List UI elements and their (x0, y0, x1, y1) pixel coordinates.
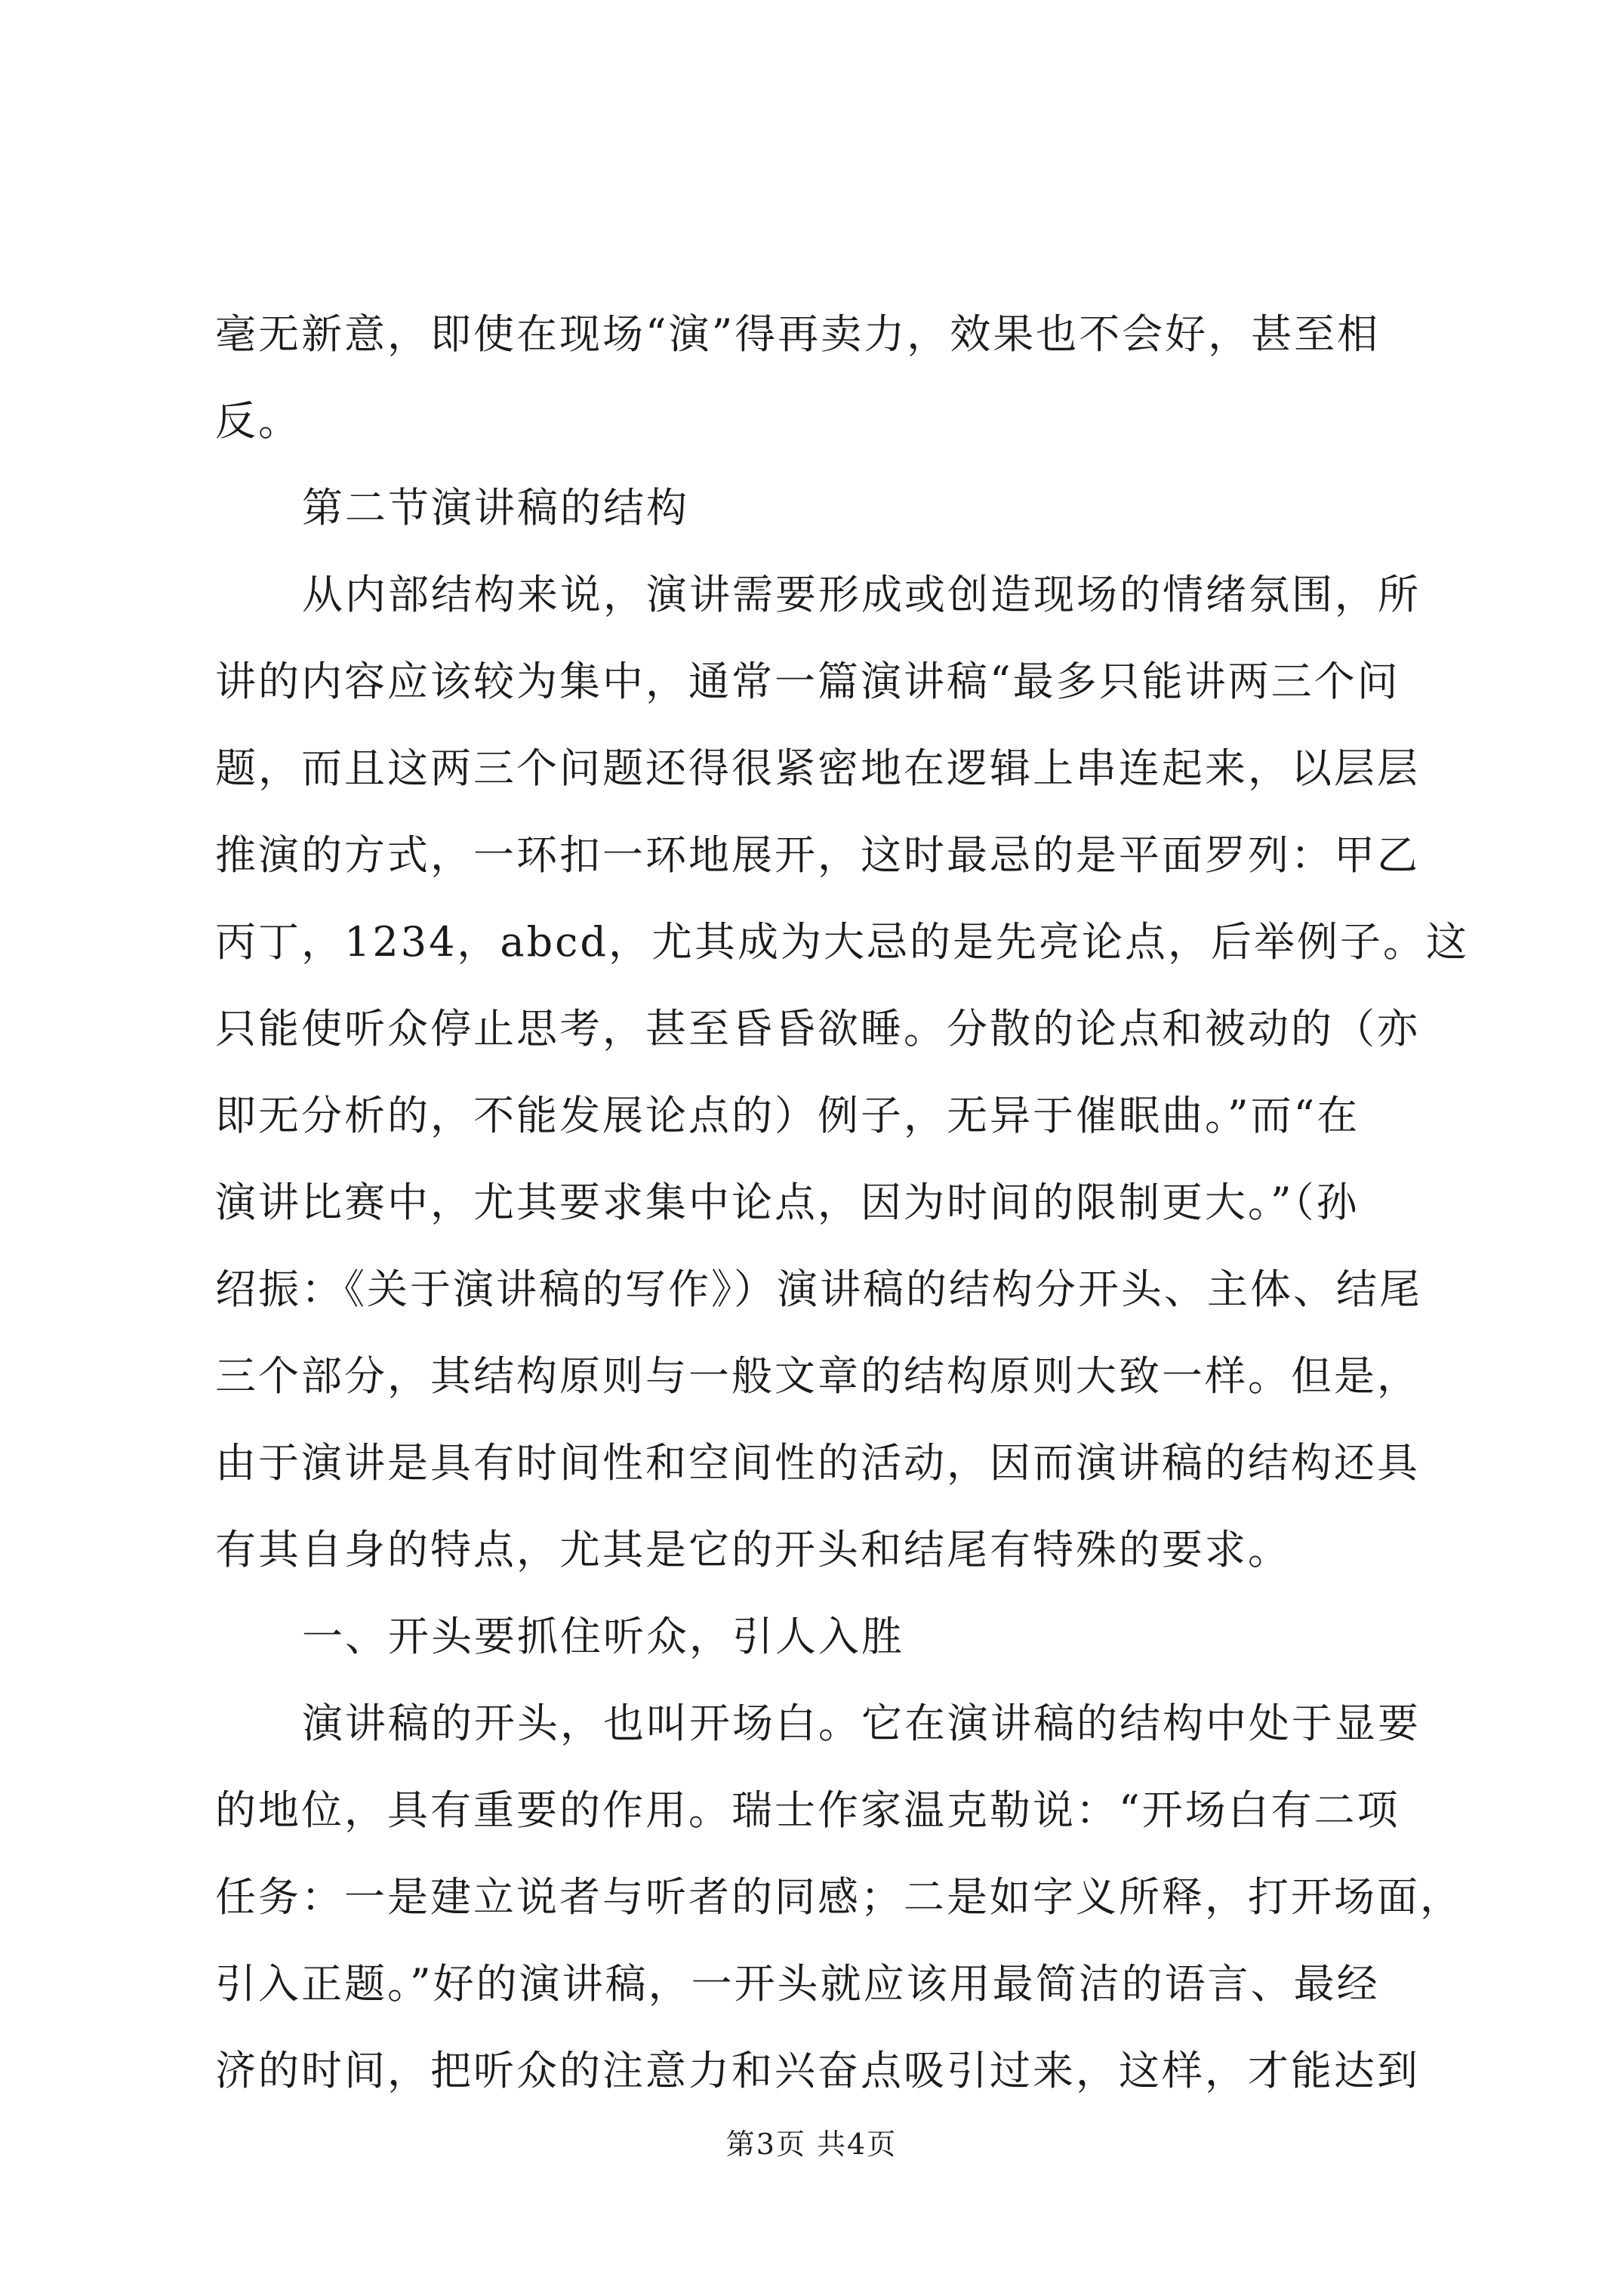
page-footer: 第3页 共4页 (725, 2128, 898, 2161)
subsection-heading: 一、开头要抓住听众，引人入胜 (302, 1613, 904, 1660)
text-line: 推演的方式，一环扣一环地展开，这时最忌的是平面罗列：甲乙 (215, 831, 1420, 879)
paragraph-first-line: 从内部结构来说，演讲需要形成或创造现场的情绪氛围，所 (302, 571, 1421, 618)
text-line: 任务：一是建立说者与听者的同感；二是如字义所释，打开场面， (215, 1873, 1463, 1921)
text-line: 毫无新意，即使在现场“演”得再卖力，效果也不会好，甚至相 (215, 310, 1381, 358)
paragraph-first-line: 演讲稿的开头，也叫开场白。它在演讲稿的结构中处于显要 (302, 1700, 1421, 1747)
text-line: 反。 (215, 397, 301, 445)
text-line: 只能使听众停止思考，甚至昏昏欲睡。分散的论点和被动的（亦 (215, 1005, 1420, 1052)
text-line: 由于演讲是具有时间性和空间性的活动，因而演讲稿的结构还具 (215, 1439, 1420, 1487)
text-line: 有其自身的特点，尤其是它的开头和结尾有特殊的要求。 (215, 1526, 1291, 1573)
text-line: 三个部分，其结构原则与一般文章的结构原则大致一样。但是， (215, 1352, 1420, 1400)
text-line: 引入正题。”好的演讲稿，一开头就应该用最简洁的语言、最经 (215, 1960, 1380, 2008)
text-line: 演讲比赛中，尤其要求集中论点，因为时间的限制更大。”（孙 (215, 1179, 1360, 1226)
text-line: 的地位，具有重要的作用。瑞士作家温克勒说：“开场白有二项 (215, 1786, 1400, 1834)
text-line: 即无分析的，不能发展论点的）例子，无异于催眠曲。”而“在 (215, 1092, 1360, 1139)
section-heading: 第二节演讲稿的结构 (302, 484, 689, 532)
text-line: 济的时间，把听众的注意力和兴奋点吸引过来，这样，才能达到 (215, 2047, 1420, 2094)
text-line: 题，而且这两三个问题还得很紧密地在逻辑上串连起来，以层层 (215, 744, 1420, 792)
text-line: 丙丁，1234，abcd，尤其成为大忌的是先亮论点，后举例子。这 (215, 918, 1469, 966)
text-line: 讲的内容应该较为集中，通常一篇演讲稿“最多只能讲两三个问 (215, 658, 1400, 705)
text-line: 绍振：《关于演讲稿的写作》）演讲稿的结构分开头、主体、结尾 (215, 1265, 1422, 1313)
